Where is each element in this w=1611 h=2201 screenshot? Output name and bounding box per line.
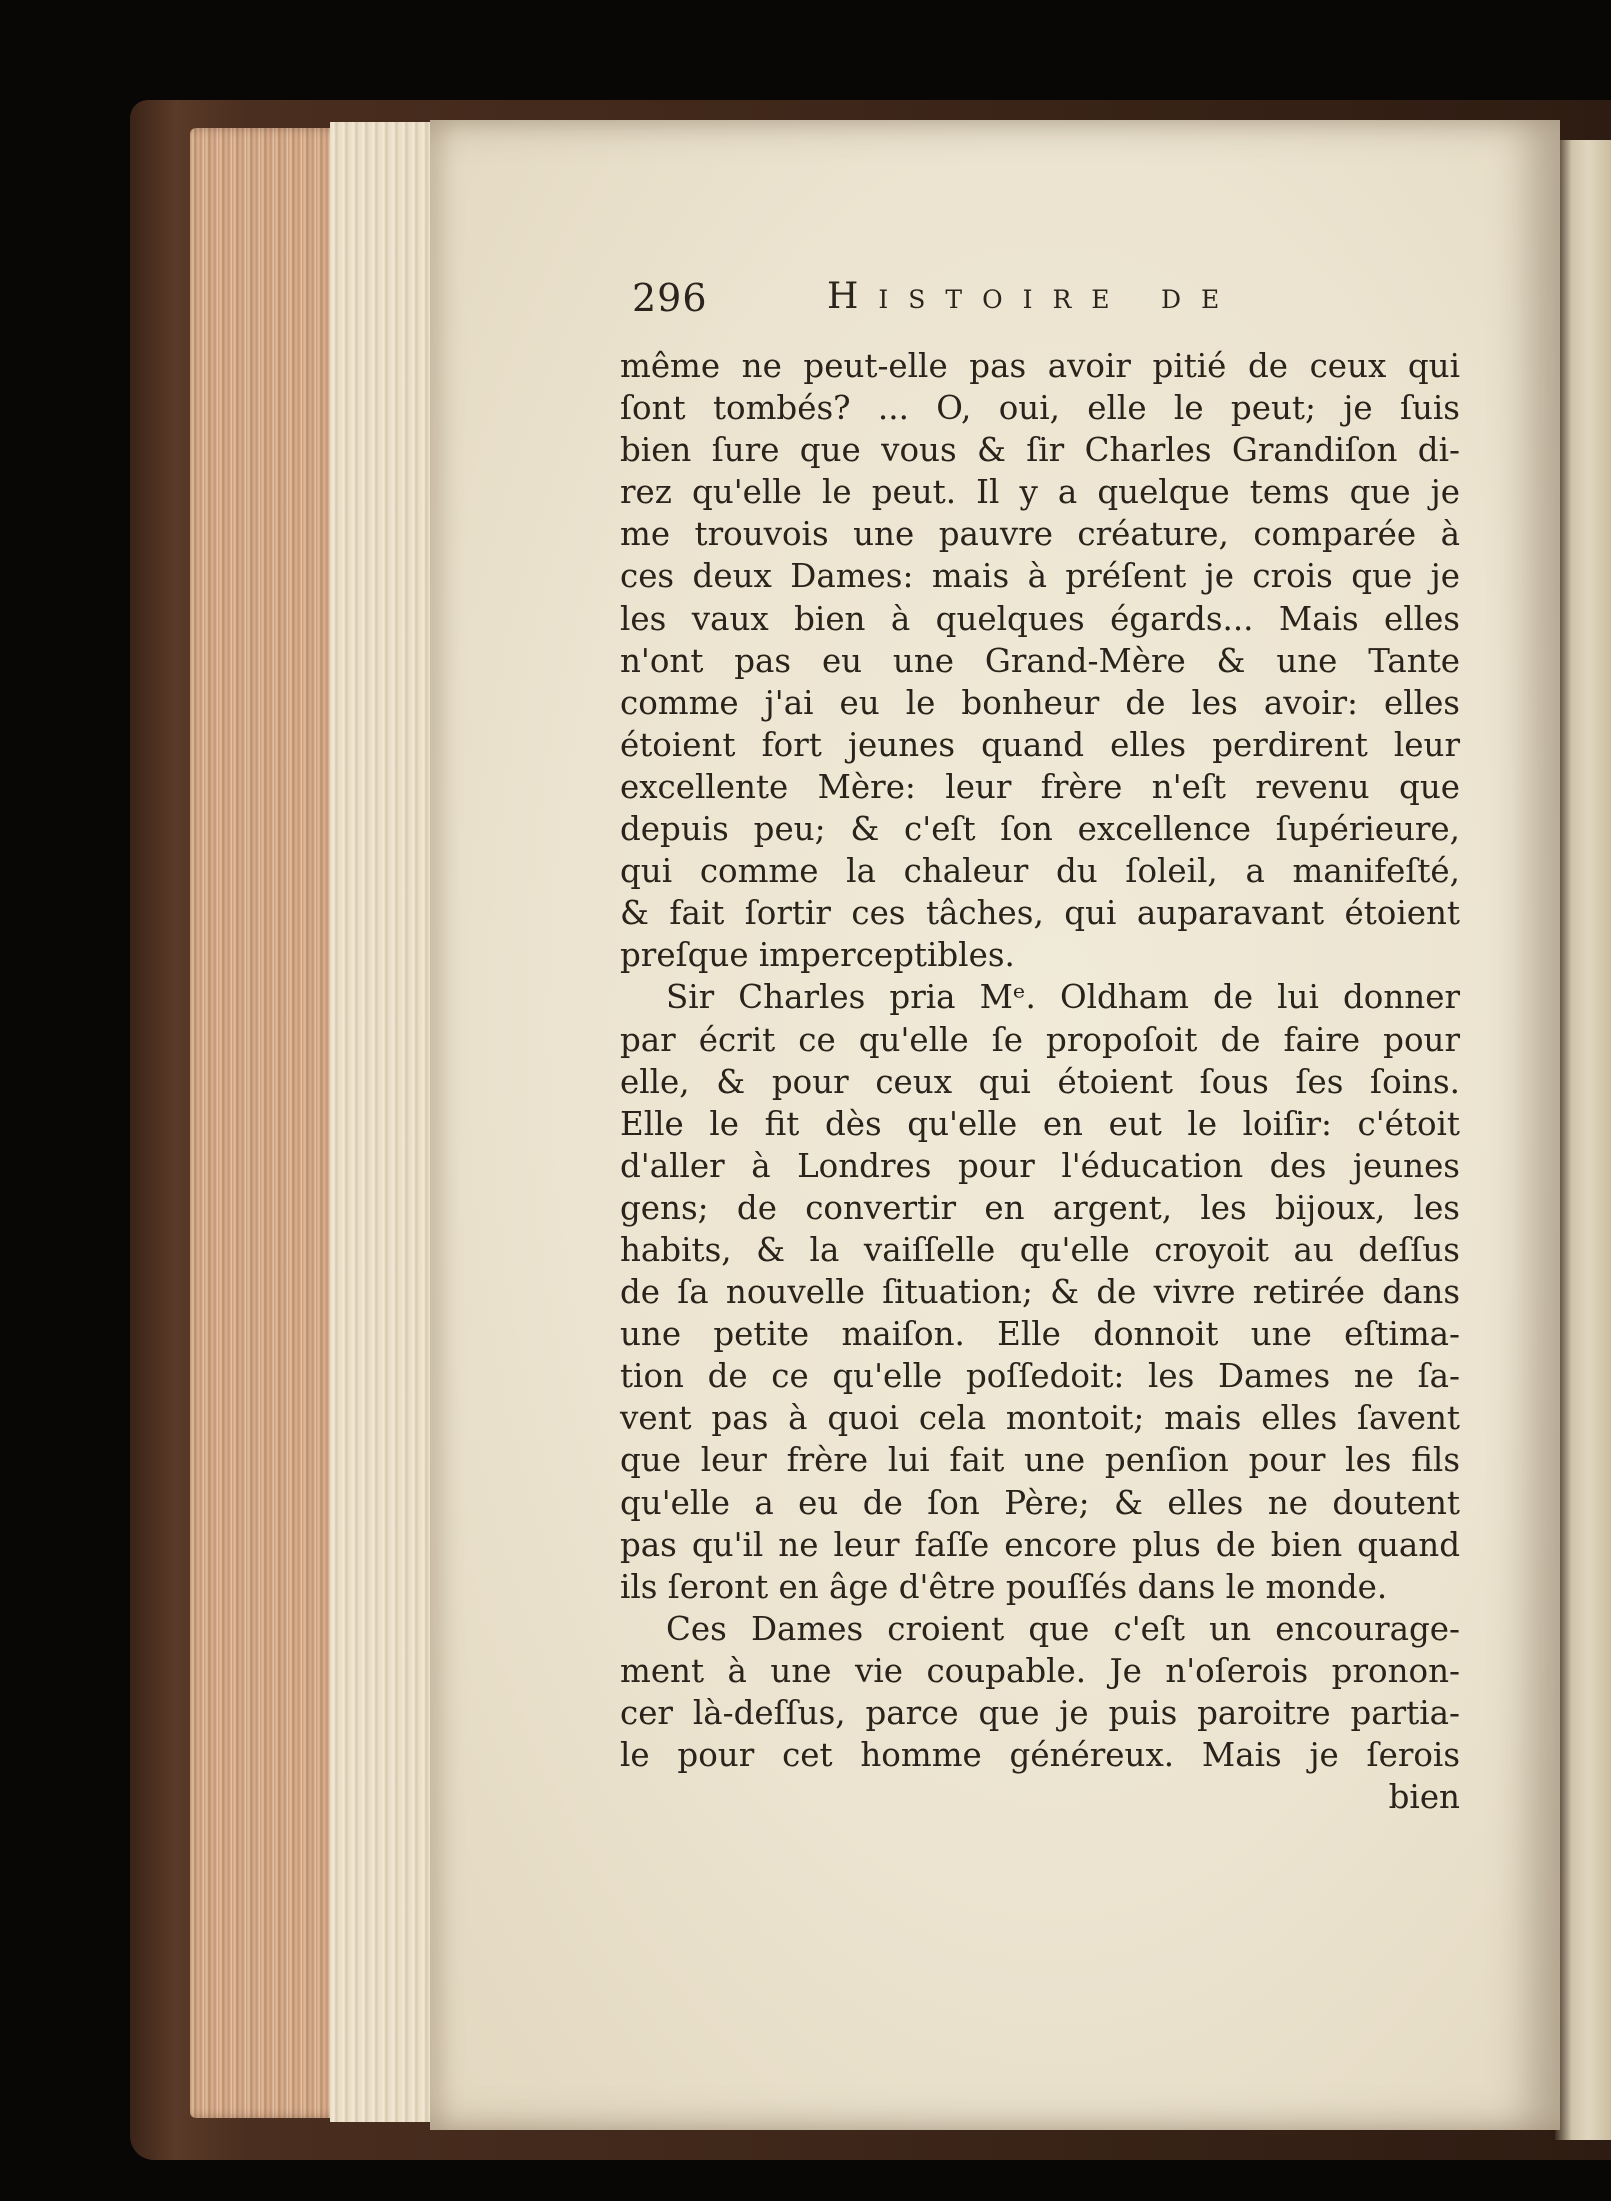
- running-title: Histoire de: [827, 276, 1240, 317]
- text-line: Elle le fit dès qu'elle en eut le loiſir: c'étoit: [620, 1104, 1460, 1143]
- text-line: d'aller à Londres pour l'éducation des jeunes: [620, 1146, 1460, 1185]
- text-line: une petite maiſon. Elle donnoit une eſtima-: [620, 1315, 1460, 1354]
- text-line: depuis peu; & c'eſt ſon excellence ſupérieure,: [620, 810, 1460, 849]
- text-line: Sir Charles pria Mᵉ. Oldham de lui donner: [666, 978, 1460, 1017]
- text-line: n'ont pas eu une Grand-Mère & une Tante: [620, 641, 1460, 680]
- text-line: habits, & la vaiſſelle qu'elle croyoit au deſſus: [620, 1230, 1460, 1269]
- text-line: qui comme la chaleur du ſoleil, a manifeſté,: [620, 852, 1460, 891]
- text-line: ſont tombés? ... O, oui, elle le peut; je ſuis: [620, 389, 1460, 428]
- text-line: gens; de convertir en argent, les bijoux, les: [620, 1188, 1460, 1227]
- text-line: les vaux bien à quelques égards... Mais elles: [620, 599, 1460, 638]
- text-line: bien ſure que vous & ſir Charles Grandiſon di-: [620, 431, 1460, 470]
- text-line: tion de ce qu'elle poſſedoit: les Dames ne ſa-: [620, 1357, 1460, 1396]
- text-line: elle, & pour ceux qui étoient ſous ſes ſoins.: [620, 1062, 1460, 1101]
- text-line: même ne peut-elle pas avoir pitié de ceux qui: [620, 347, 1460, 385]
- text-line: de ſa nouvelle ſituation; & de vivre retirée dans: [620, 1273, 1460, 1312]
- page-edges-inner: [330, 122, 440, 2122]
- gutter: [1555, 140, 1611, 2140]
- running-head: [632, 276, 1472, 336]
- text-line: cer là-deſſus, parce que je puis paroitre partia-: [620, 1694, 1460, 1732]
- text-line: que leur frère lui fait une penſion pour les fils: [620, 1441, 1460, 1480]
- text-line: ces deux Dames: mais à préſent je crois que je: [620, 557, 1460, 596]
- text-line: rez qu'elle le peut. Il y a quelque tems que je: [620, 473, 1460, 512]
- text-line: étoient fort jeunes quand elles perdirent leur: [620, 725, 1460, 764]
- text-line: ils ſeront en âge d'être pouſſés dans le monde.: [620, 1567, 1388, 1606]
- text-line: comme j'ai eu le bonheur de les avoir: elles: [620, 683, 1460, 722]
- page-text: [620, 345, 1460, 1818]
- text-line: & fait ſortir ces tâches, qui auparavant étoient: [620, 894, 1460, 933]
- page-number: 296: [632, 276, 708, 320]
- text-line: le pour cet homme généreux. Mais je ſerois: [620, 1736, 1460, 1775]
- text-line: preſque imperceptibles.: [620, 936, 1015, 975]
- text-line: vent pas à quoi cela montoit; mais elles ſavent: [620, 1399, 1460, 1438]
- text-line: excellente Mère: leur frère n'eſt revenu que: [620, 767, 1460, 806]
- text-line: par écrit ce qu'elle ſe propoſoit de faire pour: [620, 1020, 1460, 1059]
- catchword: bien: [1388, 1778, 1460, 1817]
- text-line: ment à une vie coupable. Je n'oſerois pronon-: [620, 1651, 1460, 1690]
- text-line: Ces Dames croient que c'eſt un encourage-: [666, 1609, 1460, 1648]
- text-line: pas qu'il ne leur faſſe encore plus de bien quand: [620, 1525, 1460, 1564]
- text-line: qu'elle a eu de ſon Père; & elles ne doutent: [620, 1483, 1460, 1522]
- text-line: me trouvois une pauvre créature, comparée à: [620, 515, 1460, 554]
